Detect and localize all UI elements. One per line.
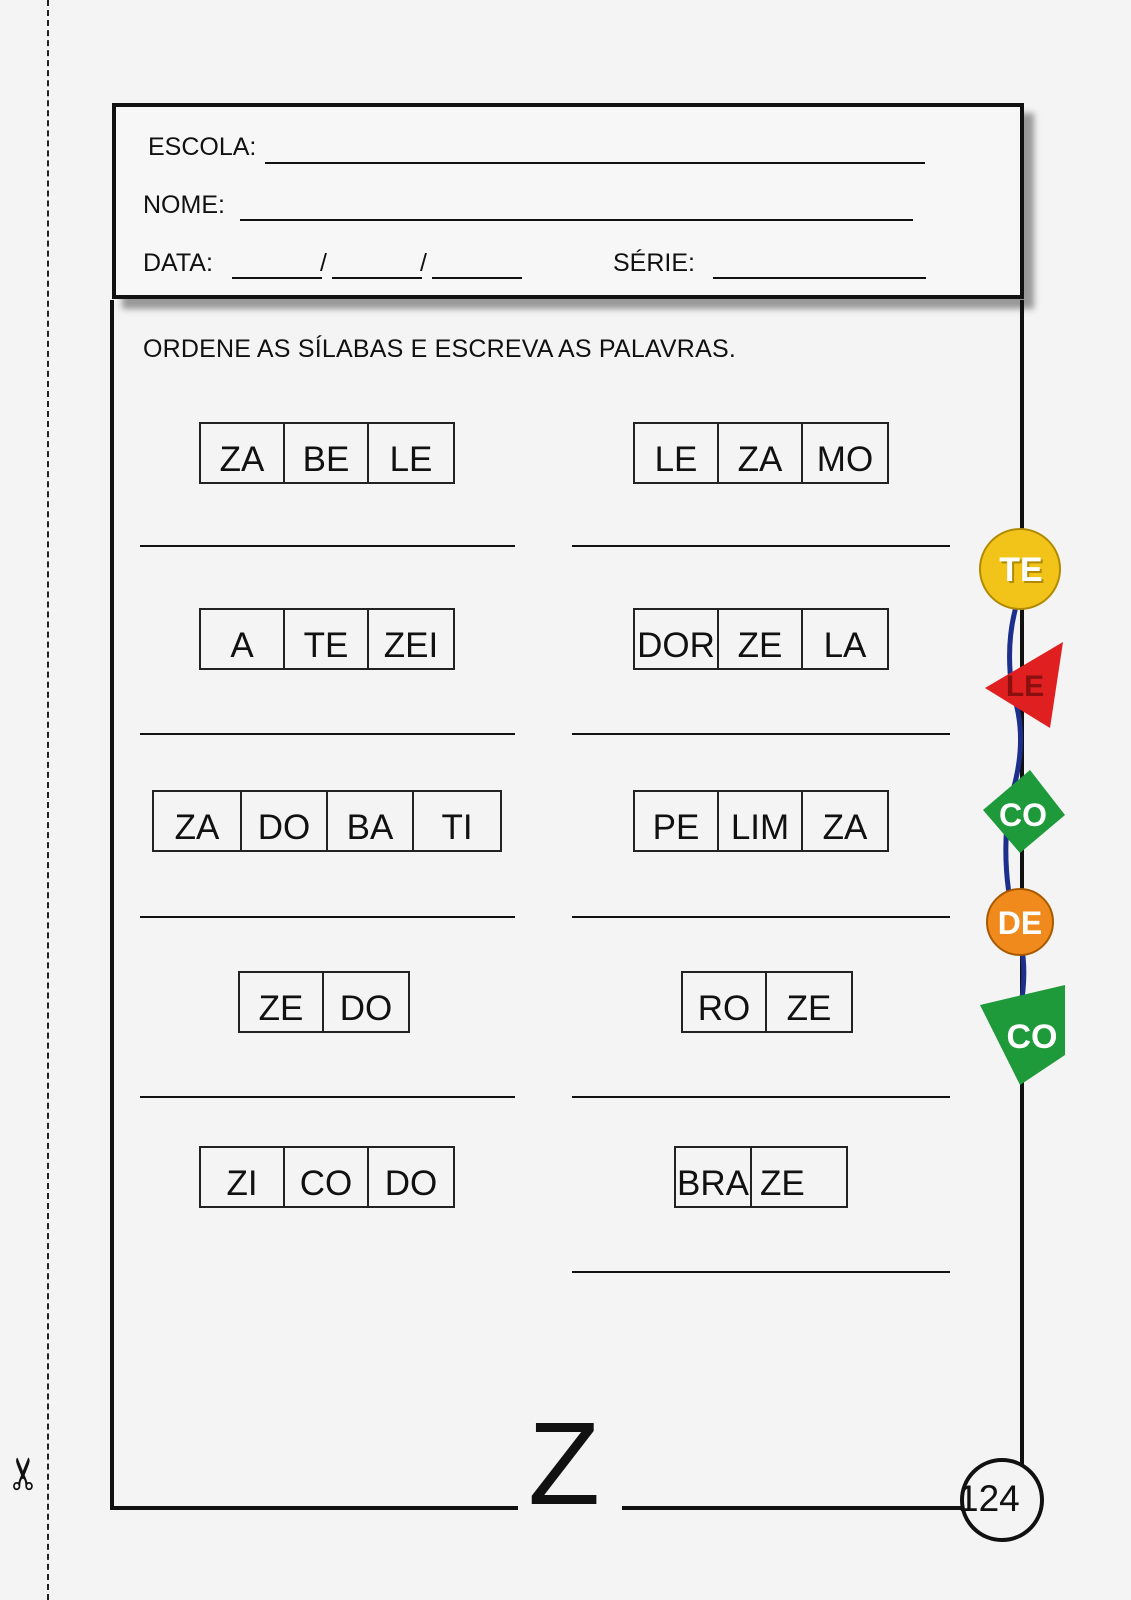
syllable: ZE <box>760 1164 805 1203</box>
syllable: A <box>201 610 285 668</box>
tag-co-1: CO <box>999 796 1047 833</box>
date-label: DATA: <box>143 249 213 277</box>
syllable: ZE <box>240 973 324 1031</box>
tag-de: DE <box>997 904 1043 941</box>
syllable: TI <box>441 808 473 847</box>
syllable: BE <box>285 424 369 482</box>
scissors-icon: ✂ <box>0 1455 49 1492</box>
syllable: LA <box>823 626 867 665</box>
syllable: LIM <box>719 792 803 850</box>
syllable: ZE <box>719 610 803 668</box>
syllable: BA <box>328 792 414 850</box>
syllable: ZA <box>201 424 285 482</box>
syllable: ZA <box>822 808 868 847</box>
syllable: RO <box>683 973 767 1031</box>
syllable: ZI <box>201 1148 285 1206</box>
syllable: LE <box>635 424 719 482</box>
syllable: MO <box>816 440 874 479</box>
featured-letter: Z <box>528 1398 601 1530</box>
tag-le: LE <box>1005 670 1045 703</box>
syllable: ZA <box>719 424 803 482</box>
tag-co-2: CO <box>1006 1017 1058 1056</box>
syllable: DO <box>339 989 393 1028</box>
date-separator-2: / <box>420 249 427 277</box>
grade-label: SÉRIE: <box>613 249 695 277</box>
syllable: LE <box>389 440 433 479</box>
syllable: ZA <box>154 792 242 850</box>
syllable: PE <box>635 792 719 850</box>
syllable: DO <box>384 1164 438 1203</box>
instruction-text: ORDENE AS SÍLABAS E ESCREVA AS PALAVRAS. <box>143 335 736 363</box>
syllable: ZE <box>786 989 832 1028</box>
tag-te: TE <box>999 550 1043 589</box>
page-number: 124 <box>958 1478 1020 1519</box>
syllable: TE <box>285 610 369 668</box>
syllable: DOR <box>635 610 719 668</box>
syllable: BRA <box>676 1148 752 1206</box>
name-label: NOME: <box>143 191 225 219</box>
syllable: ZEI <box>383 626 439 665</box>
school-label: ESCOLA: <box>148 133 257 161</box>
syllable: DO <box>242 792 328 850</box>
date-separator-1: / <box>320 249 327 277</box>
syllable: CO <box>285 1148 369 1206</box>
